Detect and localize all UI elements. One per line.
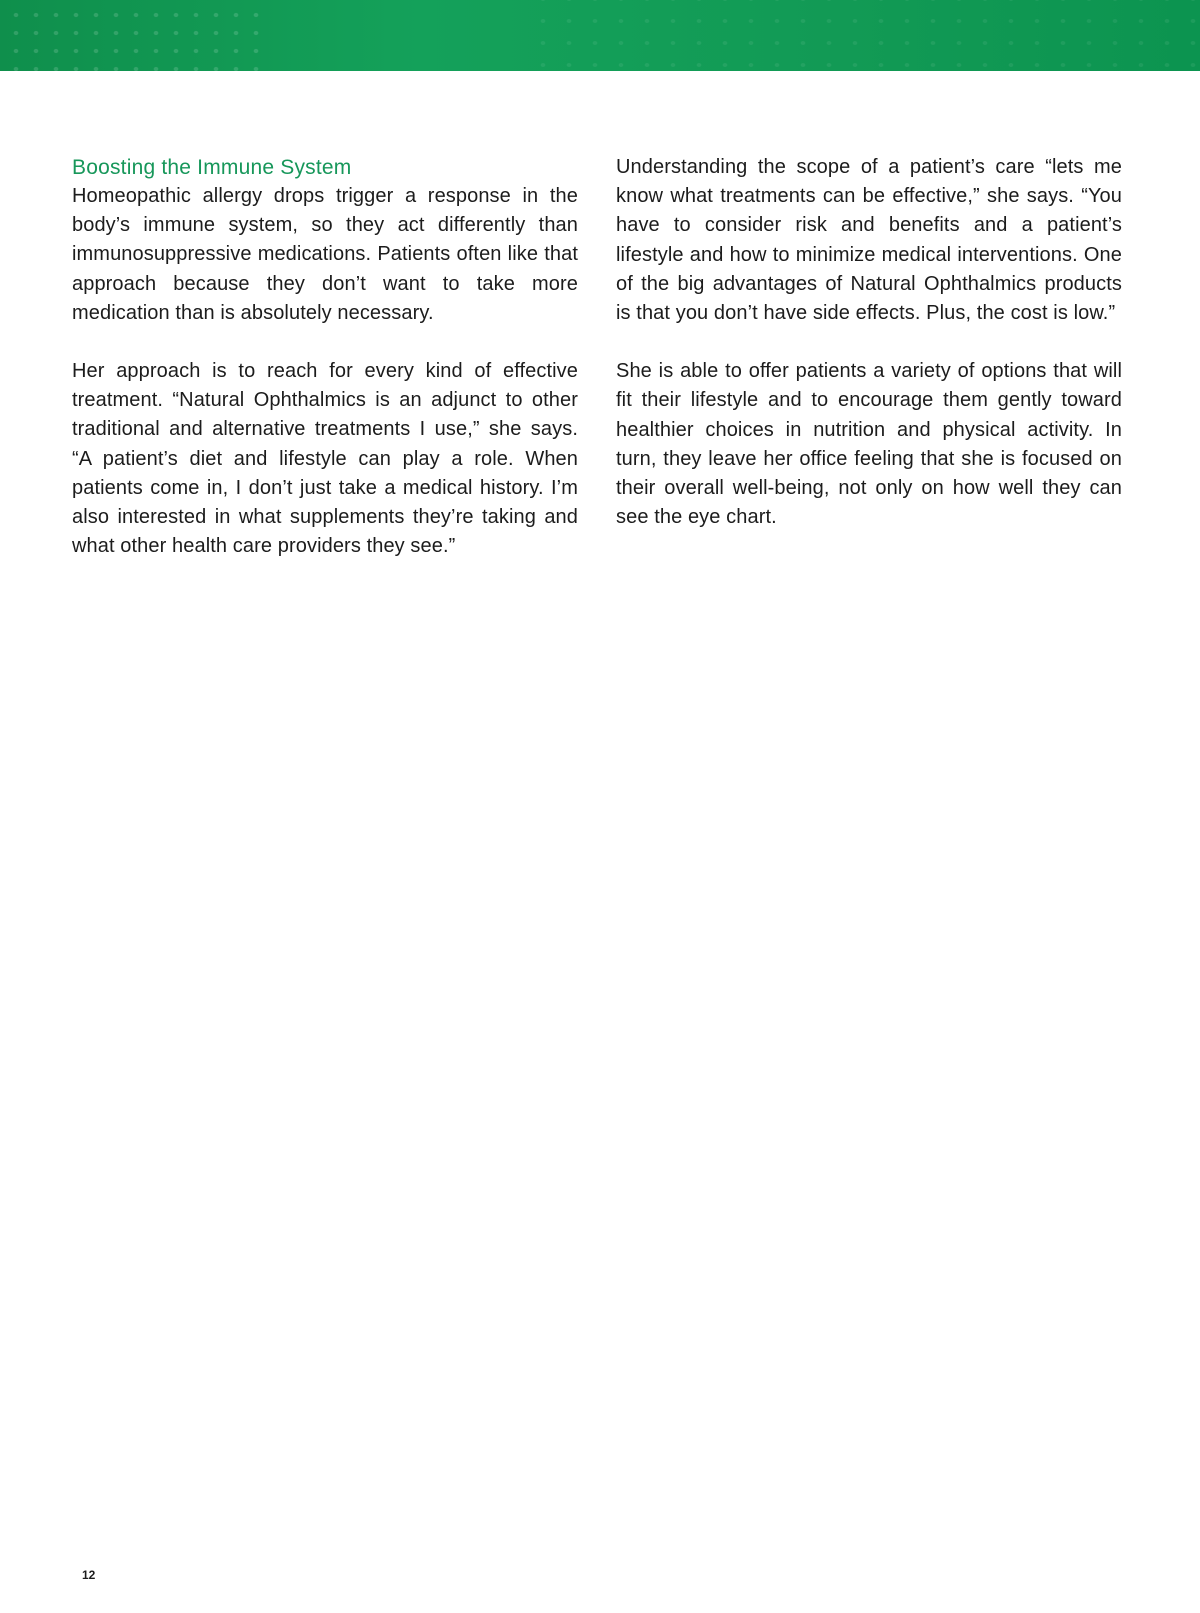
top-banner bbox=[0, 0, 1200, 71]
paragraph: Homeopathic allergy drops trigger a response in the body’s immune system, so they act differently than immunosuppressive medications. Patients often like that approach because they don’t want to take more medication than is absolutely necessary. bbox=[72, 185, 578, 324]
page-number: 12 bbox=[82, 1568, 96, 1582]
section-heading: Boosting the Immune System bbox=[72, 156, 352, 179]
paragraph: She is able to offer patients a variety of options that will fit their lifestyle and to encourage them gently toward healthier choices in nutrition and physical activity. In turn, they leave her office feeling that she is focused on their overall well-being, not only on how well they can see the eye chart. bbox=[616, 360, 1122, 529]
banner-pattern-faint bbox=[520, 0, 1200, 71]
right-column bbox=[616, 153, 1122, 590]
article-body bbox=[72, 153, 1122, 590]
left-column bbox=[72, 153, 578, 590]
banner-pattern bbox=[0, 0, 260, 71]
paragraph: Her approach is to reach for every kind of effective treatment. “Natural Ophthalmics is an adjunct to other traditional and alternative treatments I use,” she says. “A patient’s diet and lifestyle can play a role. When patients come in, I don’t just take a medical history. I’m also interested in what supplements they’re taking and what other health care providers they see.” bbox=[72, 360, 578, 558]
paragraph: Understanding the scope of a patient’s care “lets me know what treatments can be effective,” she says. “You have to consider risk and benefits and a patient’s lifestyle and how to minimize medical interventions. One of the big advantages of Natural Ophthalmics products is that you don’t have side effects. Plus, the cost is low.” bbox=[616, 156, 1122, 325]
